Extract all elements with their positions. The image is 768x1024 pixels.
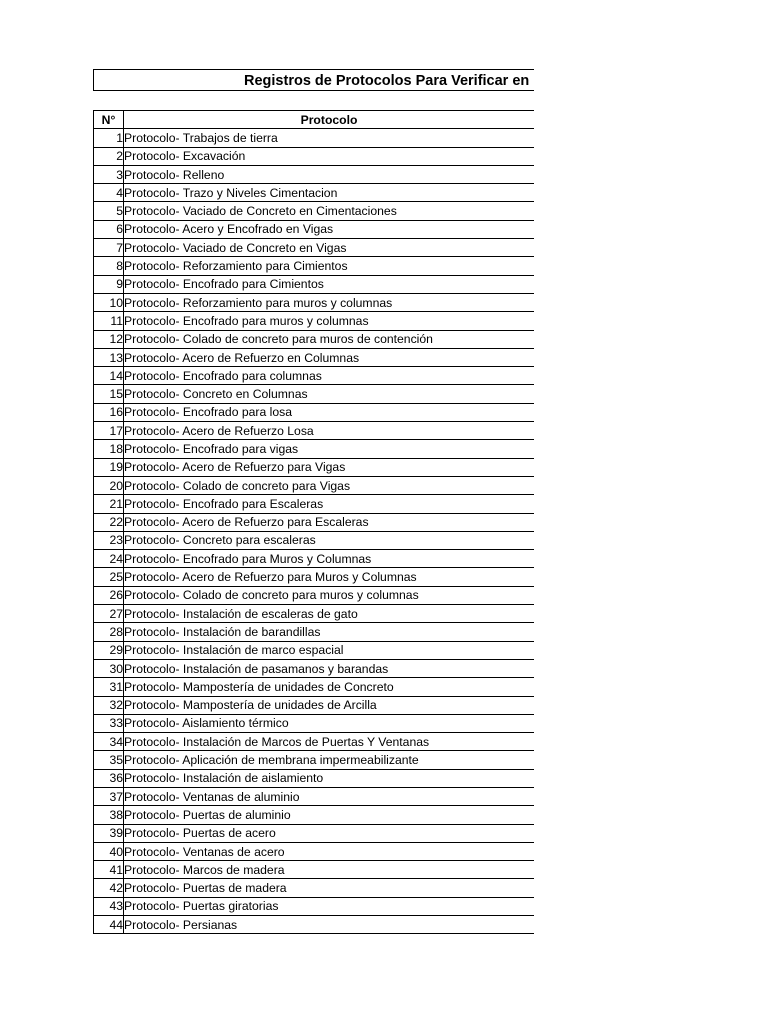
table-row bbox=[94, 806, 535, 824]
row-protocol: Protocolo- Vaciado de Concreto en Cimentaciones bbox=[124, 202, 535, 220]
table-row bbox=[94, 897, 535, 915]
table-row bbox=[94, 165, 535, 183]
table-row bbox=[94, 879, 535, 897]
row-protocol: Protocolo- Instalación de marco espacial bbox=[124, 641, 535, 659]
row-protocol: Protocolo- Reforzamiento para muros y columnas bbox=[124, 293, 535, 311]
table-row bbox=[94, 751, 535, 769]
table-row bbox=[94, 312, 535, 330]
row-protocol: Protocolo- Instalación de aislamiento bbox=[124, 769, 535, 787]
row-number: 37 bbox=[94, 787, 124, 805]
row-protocol: Protocolo- Concreto en Columnas bbox=[124, 385, 535, 403]
table-row bbox=[94, 568, 535, 586]
table-row bbox=[94, 239, 535, 257]
table-row bbox=[94, 714, 535, 732]
table-row bbox=[94, 769, 535, 787]
table-row bbox=[94, 550, 535, 568]
table-row bbox=[94, 824, 535, 842]
table-row bbox=[94, 586, 535, 604]
table-row bbox=[94, 440, 535, 458]
row-protocol: Protocolo- Colado de concreto para Vigas bbox=[124, 476, 535, 494]
row-number: 32 bbox=[94, 696, 124, 714]
row-protocol: Protocolo- Encofrado para Escaleras bbox=[124, 495, 535, 513]
row-number: 39 bbox=[94, 824, 124, 842]
document-title: Registros de Protocolos Para Verificar en bbox=[244, 73, 530, 89]
row-protocol: Protocolo- Encofrado para losa bbox=[124, 403, 535, 421]
table-row bbox=[94, 787, 535, 805]
table-row bbox=[94, 605, 535, 623]
row-protocol: Protocolo- Instalación de pasamanos y barandas bbox=[124, 659, 535, 677]
title-cell bbox=[93, 69, 563, 91]
table-row bbox=[94, 129, 535, 147]
row-protocol: Protocolo- Acero de Refuerzo para Muros y Columnas bbox=[124, 568, 535, 586]
row-number: 38 bbox=[94, 806, 124, 824]
row-number: 8 bbox=[94, 257, 124, 275]
row-number: 1 bbox=[94, 129, 124, 147]
row-protocol: Protocolo- Colado de concreto para muros y columnas bbox=[124, 586, 535, 604]
row-number: 19 bbox=[94, 458, 124, 476]
table-row bbox=[94, 842, 535, 860]
row-number: 27 bbox=[94, 605, 124, 623]
table-row bbox=[94, 495, 535, 513]
row-number: 42 bbox=[94, 879, 124, 897]
table-body bbox=[94, 129, 535, 934]
row-number: 11 bbox=[94, 312, 124, 330]
table-row bbox=[94, 220, 535, 238]
row-number: 16 bbox=[94, 403, 124, 421]
row-number: 31 bbox=[94, 678, 124, 696]
row-number: 40 bbox=[94, 842, 124, 860]
row-number: 10 bbox=[94, 293, 124, 311]
row-protocol: Protocolo- Relleno bbox=[124, 165, 535, 183]
row-number: 24 bbox=[94, 550, 124, 568]
row-protocol: Protocolo- Ventanas de acero bbox=[124, 842, 535, 860]
row-number: 30 bbox=[94, 659, 124, 677]
table-row bbox=[94, 659, 535, 677]
row-number: 20 bbox=[94, 476, 124, 494]
row-protocol: Protocolo- Excavación bbox=[124, 147, 535, 165]
row-protocol: Protocolo- Puertas de aluminio bbox=[124, 806, 535, 824]
table-row bbox=[94, 861, 535, 879]
row-protocol: Protocolo- Instalación de escaleras de gato bbox=[124, 605, 535, 623]
table-row bbox=[94, 476, 535, 494]
row-number: 4 bbox=[94, 184, 124, 202]
row-number: 23 bbox=[94, 531, 124, 549]
table-row bbox=[94, 696, 535, 714]
table-row bbox=[94, 513, 535, 531]
row-protocol: Protocolo- Colado de concreto para muros de contención bbox=[124, 330, 535, 348]
row-number: 34 bbox=[94, 733, 124, 751]
row-number: 7 bbox=[94, 239, 124, 257]
row-protocol: Protocolo- Aislamiento térmico bbox=[124, 714, 535, 732]
table-row bbox=[94, 367, 535, 385]
table-header-row bbox=[94, 111, 535, 129]
row-protocol: Protocolo- Marcos de madera bbox=[124, 861, 535, 879]
table-row bbox=[94, 147, 535, 165]
table-row bbox=[94, 422, 535, 440]
row-number: 21 bbox=[94, 495, 124, 513]
row-number: 5 bbox=[94, 202, 124, 220]
table-row bbox=[94, 330, 535, 348]
row-protocol: Protocolo- Puertas de acero bbox=[124, 824, 535, 842]
row-protocol: Protocolo- Encofrado para muros y columnas bbox=[124, 312, 535, 330]
row-protocol: Protocolo- Encofrado para Muros y Columnas bbox=[124, 550, 535, 568]
row-protocol: Protocolo- Puertas de madera bbox=[124, 879, 535, 897]
row-number: 29 bbox=[94, 641, 124, 659]
row-number: 28 bbox=[94, 623, 124, 641]
row-number: 14 bbox=[94, 367, 124, 385]
row-protocol: Protocolo- Acero de Refuerzo para Vigas bbox=[124, 458, 535, 476]
table-row bbox=[94, 733, 535, 751]
row-protocol: Protocolo- Acero y Encofrado en Vigas bbox=[124, 220, 535, 238]
row-protocol: Protocolo- Instalación de barandillas bbox=[124, 623, 535, 641]
row-protocol: Protocolo- Mampostería de unidades de Arcilla bbox=[124, 696, 535, 714]
table-row bbox=[94, 293, 535, 311]
row-protocol: Protocolo- Aplicación de membrana impermeabilizante bbox=[124, 751, 535, 769]
row-protocol: Protocolo- Vaciado de Concreto en Vigas bbox=[124, 239, 535, 257]
row-number: 17 bbox=[94, 422, 124, 440]
row-protocol: Protocolo- Ventanas de aluminio bbox=[124, 787, 535, 805]
table-row bbox=[94, 385, 535, 403]
row-number: 25 bbox=[94, 568, 124, 586]
row-number: 26 bbox=[94, 586, 124, 604]
row-number: 44 bbox=[94, 916, 124, 934]
row-protocol: Protocolo- Instalación de Marcos de Puertas Y Ventanas bbox=[124, 733, 535, 751]
row-protocol: Protocolo- Mampostería de unidades de Concreto bbox=[124, 678, 535, 696]
row-number: 43 bbox=[94, 897, 124, 915]
row-number: 6 bbox=[94, 220, 124, 238]
protocol-table bbox=[93, 110, 535, 934]
row-protocol: Protocolo- Concreto para escaleras bbox=[124, 531, 535, 549]
table-row bbox=[94, 403, 535, 421]
row-number: 9 bbox=[94, 275, 124, 293]
row-protocol: Protocolo- Acero de Refuerzo en Columnas bbox=[124, 348, 535, 366]
row-protocol: Protocolo- Trazo y Niveles Cimentacion bbox=[124, 184, 535, 202]
row-protocol: Protocolo- Reforzamiento para Cimientos bbox=[124, 257, 535, 275]
row-number: 13 bbox=[94, 348, 124, 366]
row-number: 33 bbox=[94, 714, 124, 732]
row-number: 18 bbox=[94, 440, 124, 458]
page-edge-clip bbox=[534, 0, 768, 1024]
row-protocol: Protocolo- Puertas giratorias bbox=[124, 897, 535, 915]
table-row bbox=[94, 257, 535, 275]
header-protocol: Protocolo bbox=[124, 111, 535, 129]
row-protocol: Protocolo- Persianas bbox=[124, 916, 535, 934]
row-number: 3 bbox=[94, 165, 124, 183]
table-row bbox=[94, 531, 535, 549]
row-protocol: Protocolo- Trabajos de tierra bbox=[124, 129, 535, 147]
row-protocol: Protocolo- Acero de Refuerzo para Escaleras bbox=[124, 513, 535, 531]
table-row bbox=[94, 275, 535, 293]
table-row bbox=[94, 641, 535, 659]
row-protocol: Protocolo- Acero de Refuerzo Losa bbox=[124, 422, 535, 440]
row-number: 41 bbox=[94, 861, 124, 879]
table-row bbox=[94, 678, 535, 696]
row-number: 15 bbox=[94, 385, 124, 403]
row-number: 35 bbox=[94, 751, 124, 769]
row-number: 22 bbox=[94, 513, 124, 531]
row-protocol: Protocolo- Encofrado para vigas bbox=[124, 440, 535, 458]
row-number: 36 bbox=[94, 769, 124, 787]
table-row bbox=[94, 202, 535, 220]
table-row bbox=[94, 458, 535, 476]
header-number: N° bbox=[94, 111, 124, 129]
row-protocol: Protocolo- Encofrado para columnas bbox=[124, 367, 535, 385]
table-row bbox=[94, 348, 535, 366]
row-protocol: Protocolo- Encofrado para Cimientos bbox=[124, 275, 535, 293]
row-number: 12 bbox=[94, 330, 124, 348]
table-row bbox=[94, 623, 535, 641]
table-row bbox=[94, 916, 535, 934]
row-number: 2 bbox=[94, 147, 124, 165]
table-row bbox=[94, 184, 535, 202]
